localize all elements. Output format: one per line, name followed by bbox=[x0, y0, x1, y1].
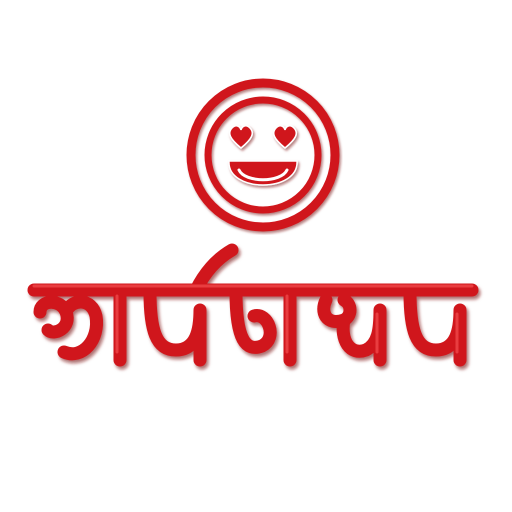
word-text bbox=[0, 242, 512, 243]
